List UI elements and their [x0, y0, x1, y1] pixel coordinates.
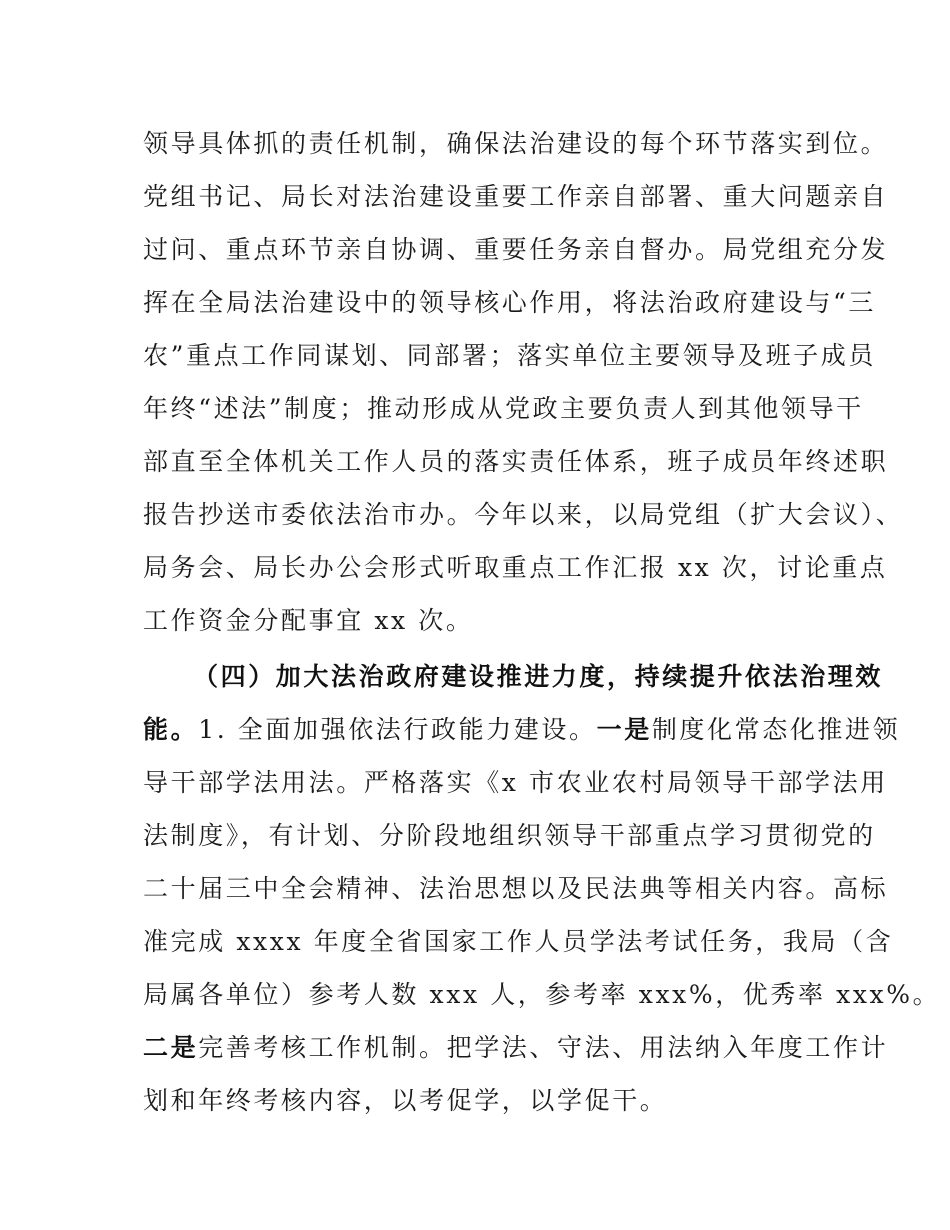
section-heading: （四）加大法治政府建设推进力度，持续提升依法治理效: [193, 662, 884, 691]
body-text-line: 年终“述法”制度；推动形成从党政主要负责人到其他领导干: [143, 394, 864, 423]
subheading-text: 1. 全面加强依法行政能力建设。: [198, 715, 597, 744]
body-text-line: [143, 713, 900, 747]
body-text-line: 党组书记、局长对法治建设重要工作亲自部署、重大问题亲自: [143, 182, 889, 211]
ordinal-marker: 一是: [596, 715, 652, 744]
body-text-line: 挥在全局法治建设中的领导核心作用，将法治政府建设与“三: [143, 288, 876, 317]
body-text-line: 法制度》，有计划、分阶段地组织领导干部重点学习贯彻党的: [143, 821, 876, 850]
section-heading-end: 能。: [143, 715, 199, 744]
body-text-line: 局务会、局长办公会形式听取重点工作汇报 xx 次，讨论重点: [143, 553, 888, 582]
body-text-line: 二十届三中全会精神、法治思想以及民法典等相关内容。高标: [143, 874, 889, 903]
body-text-line: 农”重点工作同谋划、同部署；落实单位主要领导及班子成员: [143, 341, 876, 370]
body-text-line: 局属各单位）参考人数 xxx 人，参考率 xxx%，优秀率 xxx%。: [143, 980, 941, 1009]
body-text-line: 部直至全体机关工作人员的落实责任体系，班子成员年终述职: [143, 447, 889, 476]
body-text-line: [143, 1031, 888, 1065]
body-text: 完善考核工作机制。把学法、守法、用法纳入年度工作计: [198, 1033, 889, 1062]
body-text-line: 划和年终考核内容，以考促学，以学促干。: [143, 1086, 668, 1115]
body-text-line: 报告抄送市委依法治市办。今年以来，以局党组（扩大会议）、: [143, 500, 904, 529]
body-text: 制度化常态化推进领: [651, 715, 901, 744]
ordinal-marker: 二是: [143, 1033, 199, 1062]
body-text-line: 准完成 xxxx 年度全省国家工作人员学法考试任务，我局（含: [143, 927, 894, 956]
body-text-line: 领导具体抓的责任机制，确保法治建设的每个环节落实到位。: [143, 129, 889, 158]
body-text-line: 过问、重点环节亲自协调、重要任务亲自督办。局党组充分发: [143, 235, 889, 264]
body-text-line: 工作资金分配事宜 xx 次。: [143, 606, 474, 635]
body-text-line: 导干部学法用法。严格落实《x 市农业农村局领导干部学法用: [143, 768, 888, 797]
